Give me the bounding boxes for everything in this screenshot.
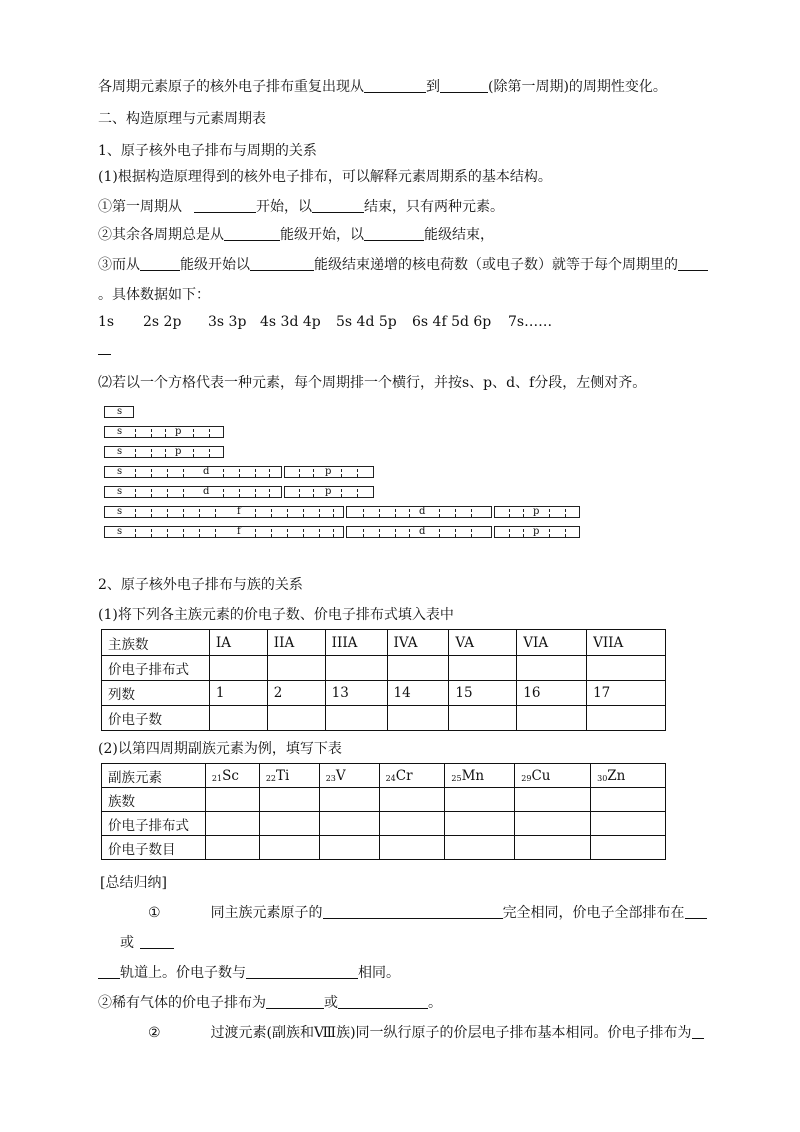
table-header: VA bbox=[449, 630, 517, 656]
question-2: (2)以第四周期副族元素为例，填写下表 bbox=[98, 741, 342, 757]
sd-block: s d bbox=[104, 486, 282, 498]
table-header: 主族数 bbox=[102, 630, 210, 656]
answer-cell[interactable] bbox=[209, 706, 267, 731]
energy-sequence bbox=[0, 314, 800, 334]
answer-cell[interactable] bbox=[205, 788, 259, 812]
table-row bbox=[102, 656, 666, 681]
table-row bbox=[102, 836, 666, 860]
blank[interactable] bbox=[246, 964, 358, 979]
table-row bbox=[102, 812, 666, 836]
summary-title: [总结归纳] bbox=[100, 875, 167, 891]
sf-block: s f bbox=[104, 506, 344, 518]
table-header: IVA bbox=[387, 630, 449, 656]
blank[interactable] bbox=[685, 904, 707, 919]
element-cell: $_{23}$V bbox=[319, 764, 379, 788]
item-3: ③而从 能级开始以 能级结束递增的核电荷数（或电子数）就等于每个周期里的 bbox=[98, 254, 708, 274]
seq-item: 2s 2p bbox=[143, 314, 182, 330]
summary-1-cont2: 轨道上。价电子数与 相同。 bbox=[98, 962, 400, 982]
answer-cell[interactable] bbox=[587, 706, 666, 731]
answer-cell[interactable] bbox=[515, 788, 591, 812]
subsection-title: 1、原子核外电子排布与周期的关系 bbox=[98, 143, 317, 159]
summary-3: ② 过渡元素(副族和Ⅷ族)同一纵行原子的价层电子排布基本相同。价电子排布为 bbox=[148, 1022, 704, 1042]
answer-cell[interactable] bbox=[387, 656, 449, 681]
table-header: 副族元素 bbox=[102, 764, 206, 788]
s-block: s bbox=[104, 406, 134, 418]
row-label: 列数 bbox=[102, 681, 210, 706]
table-header: IA bbox=[209, 630, 267, 656]
summary-1-cont: 或 bbox=[120, 932, 174, 952]
p-block: p bbox=[284, 486, 374, 498]
seq-item: 1s bbox=[98, 314, 115, 330]
table-header: VIA bbox=[517, 630, 587, 656]
period-row bbox=[104, 406, 136, 420]
table-header: IIIA bbox=[325, 630, 387, 656]
s-block: s p bbox=[104, 446, 224, 458]
blank[interactable] bbox=[266, 994, 324, 1009]
row-label: 族数 bbox=[102, 788, 206, 812]
summary-1: ① 同主族元素原子的 完全相同，价电子全部排布在 bbox=[148, 902, 707, 922]
table-row bbox=[102, 788, 666, 812]
answer-cell[interactable] bbox=[449, 706, 517, 731]
answer-cell[interactable] bbox=[591, 812, 666, 836]
element-cell: $_{21}$Sc bbox=[205, 764, 259, 788]
table-cell: 16 bbox=[517, 681, 587, 706]
paragraph-2: ⑵若以一个方格代表一种元素，每个周期排一个横行，并按s、p、d、f分段，左侧对齐。 bbox=[98, 375, 647, 391]
answer-cell[interactable] bbox=[259, 836, 319, 860]
question-1: (1)将下列各主族元素的价电子数、价电子排布式填入表中 bbox=[98, 607, 454, 623]
blank[interactable] bbox=[312, 198, 364, 213]
blank[interactable] bbox=[692, 1024, 704, 1039]
answer-blank[interactable] bbox=[98, 354, 111, 355]
answer-cell[interactable] bbox=[325, 656, 387, 681]
item-3-cont: 。具体数据如下： bbox=[98, 287, 210, 303]
s-block: s p bbox=[104, 426, 224, 438]
table-cell: 1 bbox=[209, 681, 267, 706]
answer-cell[interactable] bbox=[445, 836, 515, 860]
blank[interactable] bbox=[224, 226, 280, 241]
row-label: 价电子数 bbox=[102, 706, 210, 731]
table-cell: 15 bbox=[449, 681, 517, 706]
blank[interactable] bbox=[250, 256, 314, 271]
p-block: p bbox=[284, 466, 374, 478]
answer-cell[interactable] bbox=[209, 656, 267, 681]
answer-cell[interactable] bbox=[379, 788, 445, 812]
answer-cell[interactable] bbox=[319, 812, 379, 836]
answer-cell[interactable] bbox=[445, 812, 515, 836]
intro-line: 各周期元素原子的核外电子排布重复出现从 到 (除第一周期)的周期性变化。 bbox=[98, 79, 667, 95]
blank[interactable] bbox=[678, 256, 708, 271]
period-row bbox=[104, 446, 226, 460]
table-row bbox=[102, 706, 666, 731]
answer-cell[interactable] bbox=[449, 656, 517, 681]
table-row bbox=[102, 630, 666, 656]
element-cell: $_{30}$Zn bbox=[591, 764, 666, 788]
transition-table bbox=[101, 763, 666, 860]
answer-cell[interactable] bbox=[259, 812, 319, 836]
answer-cell[interactable] bbox=[517, 656, 587, 681]
period-row bbox=[104, 486, 376, 500]
blank[interactable] bbox=[194, 198, 256, 213]
answer-cell[interactable] bbox=[205, 836, 259, 860]
table-header: IIA bbox=[267, 630, 325, 656]
period-row bbox=[104, 506, 582, 520]
answer-cell[interactable] bbox=[319, 836, 379, 860]
blank[interactable] bbox=[323, 904, 503, 919]
element-cell: $_{24}$Cr bbox=[379, 764, 445, 788]
blank[interactable] bbox=[338, 994, 428, 1009]
answer-cell[interactable] bbox=[591, 836, 666, 860]
sf-block: s f bbox=[104, 526, 344, 538]
answer-cell[interactable] bbox=[387, 706, 449, 731]
main-group-table bbox=[101, 629, 666, 731]
blank[interactable] bbox=[364, 226, 424, 241]
seq-item: 5s 4d 5p bbox=[336, 314, 397, 330]
table-row bbox=[102, 681, 666, 706]
summary-2: ②稀有气体的价电子排布为 或 。 bbox=[98, 995, 442, 1011]
row-label: 价电子排布式 bbox=[102, 656, 210, 681]
table-header: VIIA bbox=[587, 630, 666, 656]
answer-cell[interactable] bbox=[445, 788, 515, 812]
table-row bbox=[102, 764, 666, 788]
paragraph: (1)根据构造原理得到的核外电子排布，可以解释元素周期系的基本结构。 bbox=[98, 169, 552, 185]
period-row bbox=[104, 466, 376, 480]
element-cell: $_{29}$Cu bbox=[515, 764, 591, 788]
d-block: d bbox=[346, 526, 492, 538]
blank[interactable] bbox=[98, 964, 120, 979]
answer-cell[interactable] bbox=[325, 706, 387, 731]
answer-cell[interactable] bbox=[515, 836, 591, 860]
table-cell: 14 bbox=[387, 681, 449, 706]
answer-cell[interactable] bbox=[267, 656, 325, 681]
answer-cell[interactable] bbox=[587, 656, 666, 681]
item-1: ①第一周期从 开始，以 结束，只有两种元素。 bbox=[98, 199, 504, 215]
section-title: 二、构造原理与元素周期表 bbox=[98, 111, 266, 127]
answer-cell[interactable] bbox=[517, 706, 587, 731]
period-row bbox=[104, 426, 226, 440]
table-cell: 13 bbox=[325, 681, 387, 706]
table-cell: 17 bbox=[587, 681, 666, 706]
row-label: 价电子数目 bbox=[102, 836, 206, 860]
answer-cell[interactable] bbox=[515, 812, 591, 836]
blank[interactable] bbox=[364, 78, 426, 93]
blank[interactable] bbox=[140, 256, 180, 271]
seq-item: 7s…… bbox=[508, 314, 553, 330]
answer-cell[interactable] bbox=[379, 812, 445, 836]
subsection-title-2: 2、原子核外电子排布与族的关系 bbox=[98, 577, 303, 593]
element-cell: $_{22}$Ti bbox=[259, 764, 319, 788]
p-block: p bbox=[494, 526, 580, 538]
p-block: p bbox=[494, 506, 580, 518]
seq-item: 4s 3d 4p bbox=[260, 314, 321, 330]
d-block: d bbox=[346, 506, 492, 518]
answer-cell[interactable] bbox=[379, 836, 445, 860]
sd-block: s d bbox=[104, 466, 282, 478]
blank[interactable] bbox=[140, 934, 174, 949]
seq-item: 6s 4f 5d 6p bbox=[412, 314, 492, 330]
answer-cell[interactable] bbox=[319, 788, 379, 812]
blank[interactable] bbox=[440, 78, 488, 93]
row-label: 价电子排布式 bbox=[102, 812, 206, 836]
table-cell: 2 bbox=[267, 681, 325, 706]
item-2: ②其余各周期总是从 能级开始，以 能级结束， bbox=[98, 227, 494, 243]
answer-cell[interactable] bbox=[205, 812, 259, 836]
answer-cell[interactable] bbox=[591, 788, 666, 812]
seq-item: 3s 3p bbox=[208, 314, 247, 330]
answer-cell[interactable] bbox=[267, 706, 325, 731]
period-row bbox=[104, 526, 582, 540]
element-cell: $_{25}$Mn bbox=[445, 764, 515, 788]
answer-cell[interactable] bbox=[259, 788, 319, 812]
